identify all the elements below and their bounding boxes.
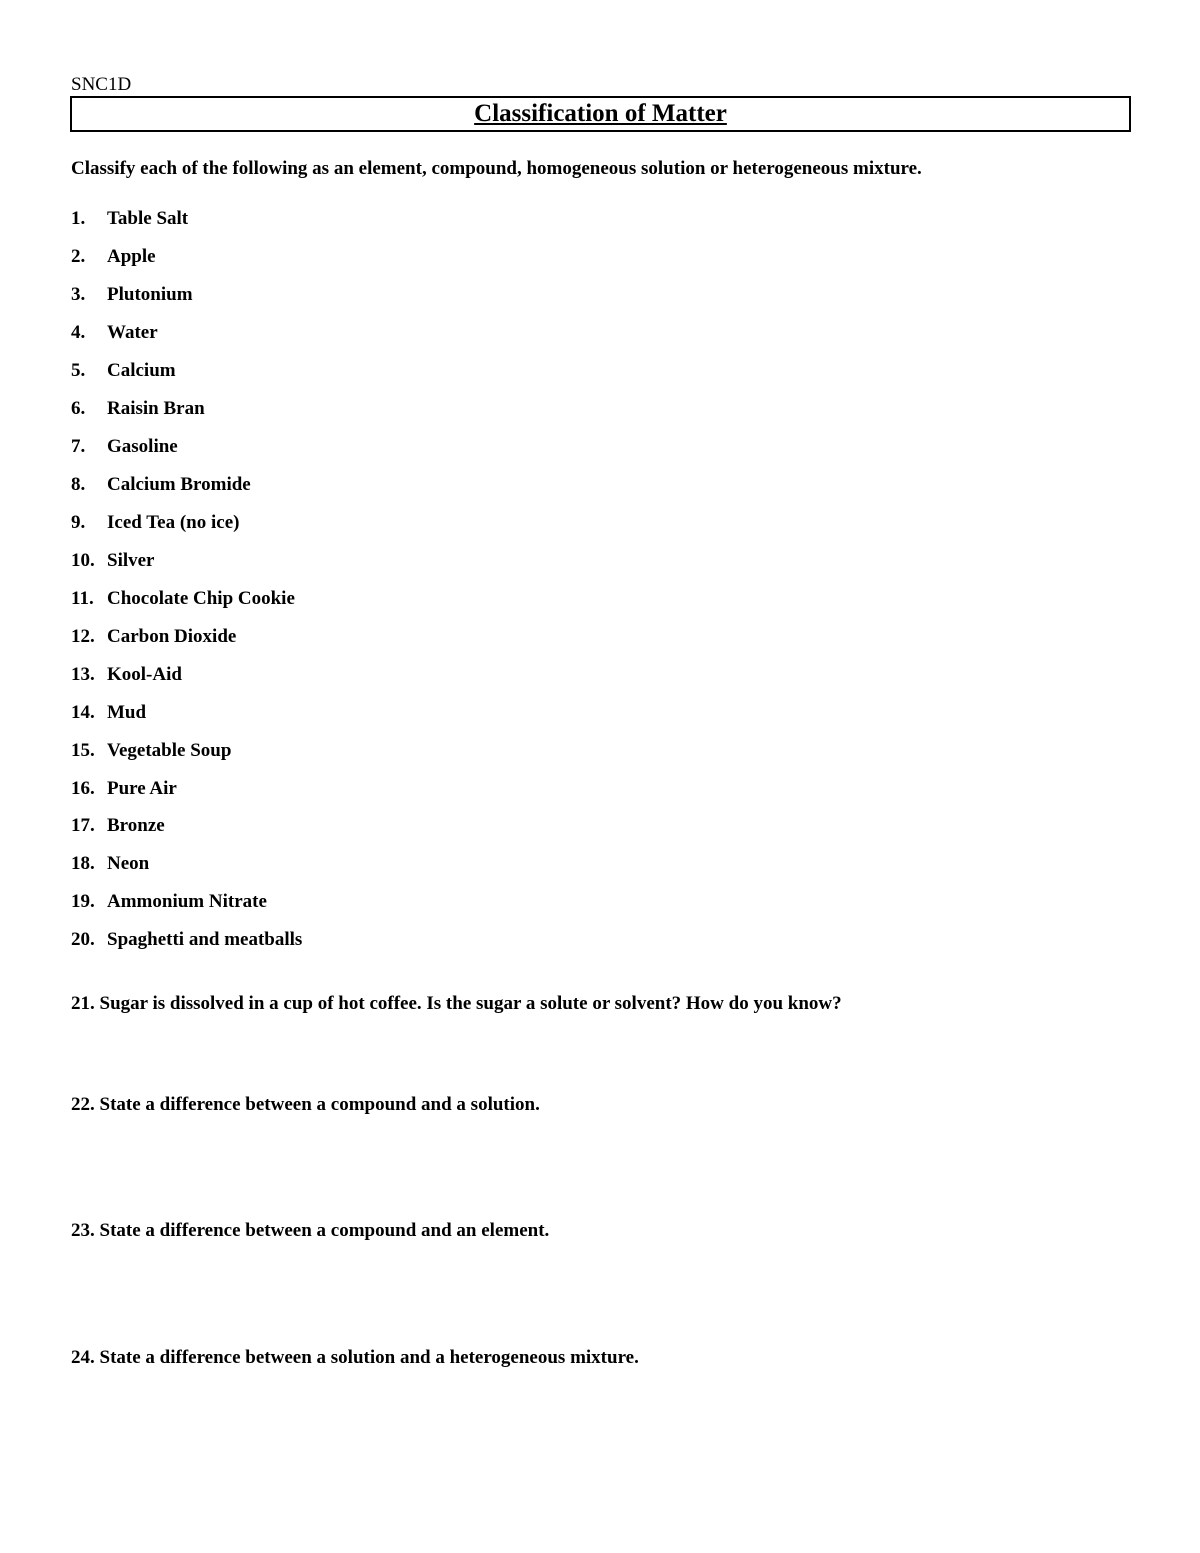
item-text: Water <box>107 322 158 343</box>
item-number: 13. <box>71 664 95 685</box>
list-item <box>71 929 302 951</box>
item-number: 14. <box>71 702 95 723</box>
item-text: Plutonium <box>107 284 193 305</box>
list-item <box>71 891 267 913</box>
item-number: 3. <box>71 284 86 305</box>
page-title: Classification of Matter <box>474 100 727 127</box>
question-text: State a difference between a compound and a solution. <box>99 1094 540 1115</box>
question-number: 24. <box>71 1347 95 1368</box>
list-item <box>71 626 236 648</box>
list-item <box>71 360 176 382</box>
item-number: 10. <box>71 550 95 571</box>
list-item <box>71 702 146 724</box>
item-text: Bronze <box>107 815 165 836</box>
question-number: 23. <box>71 1220 95 1241</box>
question-text: State a difference between a solution and a heterogeneous mixture. <box>99 1347 639 1368</box>
list-item <box>71 436 178 458</box>
question-number: 21. <box>71 993 95 1014</box>
list-item <box>71 664 182 686</box>
item-number: 12. <box>71 626 95 647</box>
list-item <box>71 740 231 762</box>
item-text: Table Salt <box>107 208 189 229</box>
title-box <box>70 96 1131 132</box>
item-number: 15. <box>71 740 95 761</box>
question-number: 22. <box>71 1094 95 1115</box>
list-item <box>71 322 158 344</box>
item-text: Ammonium Nitrate <box>107 891 267 912</box>
question <box>71 1094 540 1116</box>
question-text: State a difference between a compound and an element. <box>99 1220 550 1241</box>
item-number: 20. <box>71 929 95 950</box>
item-text: Chocolate Chip Cookie <box>107 588 295 609</box>
item-number: 8. <box>71 474 86 495</box>
item-text: Carbon Dioxide <box>107 626 237 647</box>
instructions: Classify each of the following as an element, compound, homogeneous solution or heterogeneous mixture. <box>71 158 922 179</box>
list-item <box>71 815 165 837</box>
list-item <box>71 284 193 306</box>
item-number: 2. <box>71 246 86 267</box>
item-text: Spaghetti and meatballs <box>107 929 303 950</box>
item-text: Silver <box>107 550 155 571</box>
item-text: Mud <box>107 702 147 723</box>
item-number: 9. <box>71 512 86 533</box>
question <box>71 1347 639 1369</box>
item-number: 7. <box>71 436 86 457</box>
item-number: 1. <box>71 208 86 229</box>
list-item <box>71 853 149 875</box>
item-text: Pure Air <box>107 778 177 799</box>
item-number: 4. <box>71 322 86 343</box>
item-text: Iced Tea (no ice) <box>107 512 240 533</box>
item-number: 17. <box>71 815 95 836</box>
item-number: 19. <box>71 891 95 912</box>
item-text: Kool-Aid <box>107 664 182 685</box>
question <box>71 1220 549 1242</box>
item-number: 11. <box>71 588 94 609</box>
item-number: 5. <box>71 360 86 381</box>
item-text: Calcium Bromide <box>107 474 251 495</box>
question <box>71 993 842 1015</box>
item-number: 16. <box>71 778 95 799</box>
course-code: SNC1D <box>71 74 132 95</box>
item-number: 6. <box>71 398 86 419</box>
list-item <box>71 588 295 610</box>
item-text: Gasoline <box>107 436 178 457</box>
list-item <box>71 246 156 268</box>
list-item <box>71 208 188 230</box>
list-item <box>71 550 155 572</box>
item-text: Vegetable Soup <box>107 740 232 761</box>
item-text: Calcium <box>107 360 176 381</box>
item-number: 18. <box>71 853 95 874</box>
question-text: Sugar is dissolved in a cup of hot coffee. Is the sugar a solute or solvent? How do you know? <box>99 993 842 1014</box>
item-text: Apple <box>107 246 156 267</box>
list-item <box>71 778 177 800</box>
list-item <box>71 512 239 534</box>
item-text: Raisin Bran <box>107 398 205 419</box>
list-item <box>71 474 251 496</box>
item-text: Neon <box>107 853 150 874</box>
list-item <box>71 398 205 420</box>
